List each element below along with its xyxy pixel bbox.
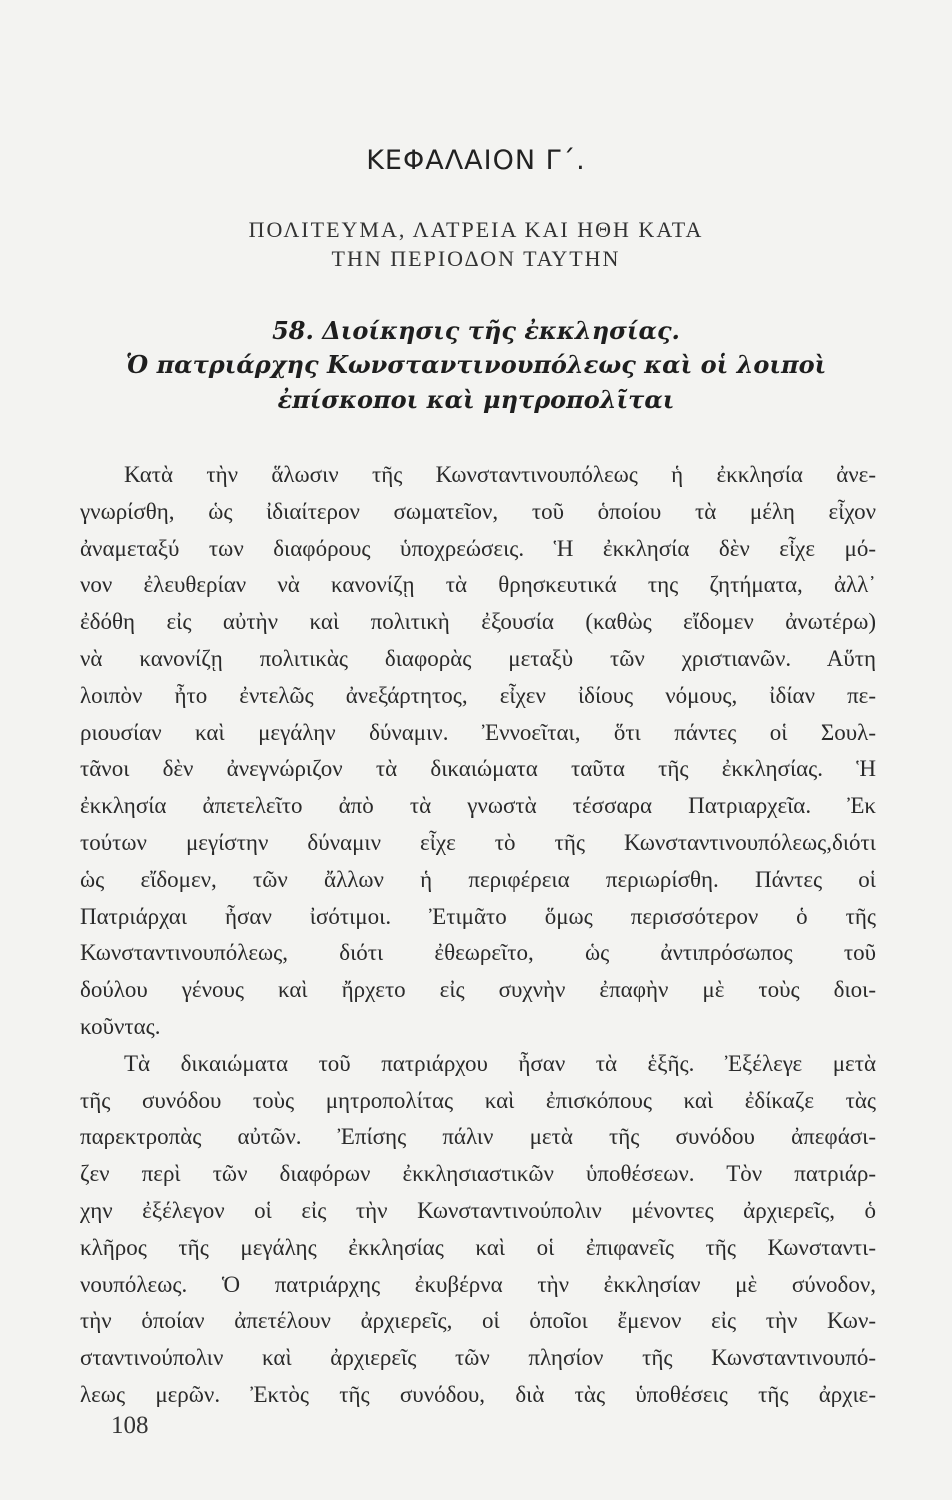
- text-line: τὴν ὁποίαν ἀπετέλουν ἀρχιερεῖς, οἱ ὁποῖοι ἔμενον εἰς τὴν Κων-: [80, 1308, 876, 1334]
- text-line: παρεκτροπὰς αὐτῶν. Ἐπίσης πάλιν μετὰ τῆς συνόδου ἀπεφάσι-: [80, 1124, 876, 1150]
- section-subheading-line-1: Ὁ πατριάρχης Κωνσταντινουπόλεως καὶ οἱ λοιποὶ: [125, 350, 827, 379]
- text-line: τῆς συνόδου τοὺς μητροπολίτας καὶ ἐπισκόπους καὶ ἐδίκαζε τὰς: [80, 1087, 876, 1113]
- text-line: ριουσίαν καὶ μεγάλην δύναμιν. Ἐννοεῖται, ὅτι πάντες οἱ Σουλ-: [80, 719, 876, 745]
- text-line: Κωνσταντινουπόλεως, διότι ἐθεωρεῖτο, ὡς ἀντιπρόσωπος τοῦ: [80, 940, 876, 966]
- text-line: ἐδόθη εἰς αὐτὴν καὶ πολιτικὴ ἐξουσία (καθὼς εἴδομεν ἀνωτέρω): [80, 609, 876, 635]
- text-line: κοῦντας.: [80, 1013, 161, 1039]
- page-number: 108: [111, 1412, 149, 1439]
- text-line: Πατριάρχαι ἦσαν ἰσότιμοι. Ἐτιμᾶτο ὅμως περισσότερον ὁ τῆς: [80, 903, 876, 929]
- text-line: λοιπὸν ἦτο ἐντελῶς ἀνεξάρτητος, εἶχεν ἰδίους νόμους, ἰδίαν πε-: [80, 682, 876, 708]
- text-line: ὡς εἴδομεν, τῶν ἄλλων ἡ περιφέρεια περιωρίσθη. Πάντες οἱ: [80, 866, 876, 892]
- text-line: λεως μερῶν. Ἐκτὸς τῆς συνόδου, διὰ τὰς ὑποθέσεις τῆς ἀρχιε-: [80, 1381, 876, 1407]
- text-line: νον ἐλευθερίαν νὰ κανονίζῃ τὰ θρησκευτικά της ζητήματα, ἀλλ᾽: [80, 572, 876, 598]
- body-text: [80, 457, 876, 1414]
- text-line: σταντινούπολιν καὶ ἀρχιερεῖς τῶν πλησίον τῆς Κωνσταντινουπό-: [80, 1345, 876, 1371]
- text-line: νουπόλεως. Ὁ πατριάρχης ἐκυβέρνα τὴν ἐκκλησίαν μὲ σύνοδον,: [80, 1271, 876, 1297]
- text-line: ἐκκλησία ἀπετελεῖτο ἀπὸ τὰ γνωστὰ τέσσαρα Πατριαρχεῖα. Ἐκ: [80, 793, 876, 819]
- text-line: ἀναμεταξύ των διαφόρους ὑποχρεώσεις. Ἡ ἐκκλησία δὲν εἶχε μό-: [80, 535, 876, 561]
- text-line: κλῆρος τῆς μεγάλης ἐκκλησίας καὶ οἱ ἐπιφανεῖς τῆς Κωνσταντι-: [80, 1234, 876, 1260]
- text-line: τᾶνοι δὲν ἀνεγνώριζον τὰ δικαιώματα ταῦτα τῆς ἐκκλησίας. Ἡ: [80, 756, 876, 782]
- section-heading: 58. Διοίκησις τῆς ἐκκλησίας.: [272, 316, 680, 345]
- text-line: Κατὰ τὴν ἅλωσιν τῆς Κωνσταντινουπόλεως ἡ ἐκκλησία ἀνε-: [124, 462, 876, 487]
- text-line: ζεν περὶ τῶν διαφόρων ἐκκλησιαστικῶν ὑποθέσεων. Τὸν πατριάρ-: [80, 1161, 876, 1187]
- text-line: Τὰ δικαιώματα τοῦ πατριάρχου ἦσαν τὰ ἑξῆς. Ἐξέλεγε μετὰ: [124, 1050, 876, 1076]
- chapter-title: ΚΕΦΑΛΑΙΟΝ Γ΄.: [366, 145, 586, 176]
- section-subheading-line-2: ἐπίσκοποι καὶ μητροπολῖται: [277, 385, 675, 414]
- text-line: δούλου γένους καὶ ἤρχετο εἰς συχνὴν ἐπαφὴν μὲ τοὺς διοι-: [80, 977, 876, 1003]
- text-line: γνωρίσθη, ὡς ἰδιαίτερον σωματεῖον, τοῦ ὁποίου τὰ μέλη εἶχον: [80, 498, 876, 524]
- chapter-subtitle-line-2: ΤΗΝ ΠΕΡΙΟΔΟΝ ΤΑΥΤΗΝ: [331, 246, 621, 271]
- text-line: τούτων μεγίστην δύναμιν εἶχε τὸ τῆς Κωνσταντινουπόλεως,διότι: [80, 829, 876, 855]
- text-line: νὰ κανονίζῃ πολιτικὰς διαφορὰς μεταξὺ τῶν χριστιανῶν. Αὕτη: [80, 645, 876, 671]
- chapter-subtitle-line-1: ΠΟΛΙΤΕΥΜΑ, ΛΑΤΡΕΙΑ ΚΑΙ ΗΘΗ ΚΑΤΑ: [248, 217, 704, 242]
- text-line: χην ἐξέλεγον οἱ εἰς τὴν Κωνσταντινούπολιν μένοντες ἀρχιερεῖς, ὁ: [80, 1197, 876, 1223]
